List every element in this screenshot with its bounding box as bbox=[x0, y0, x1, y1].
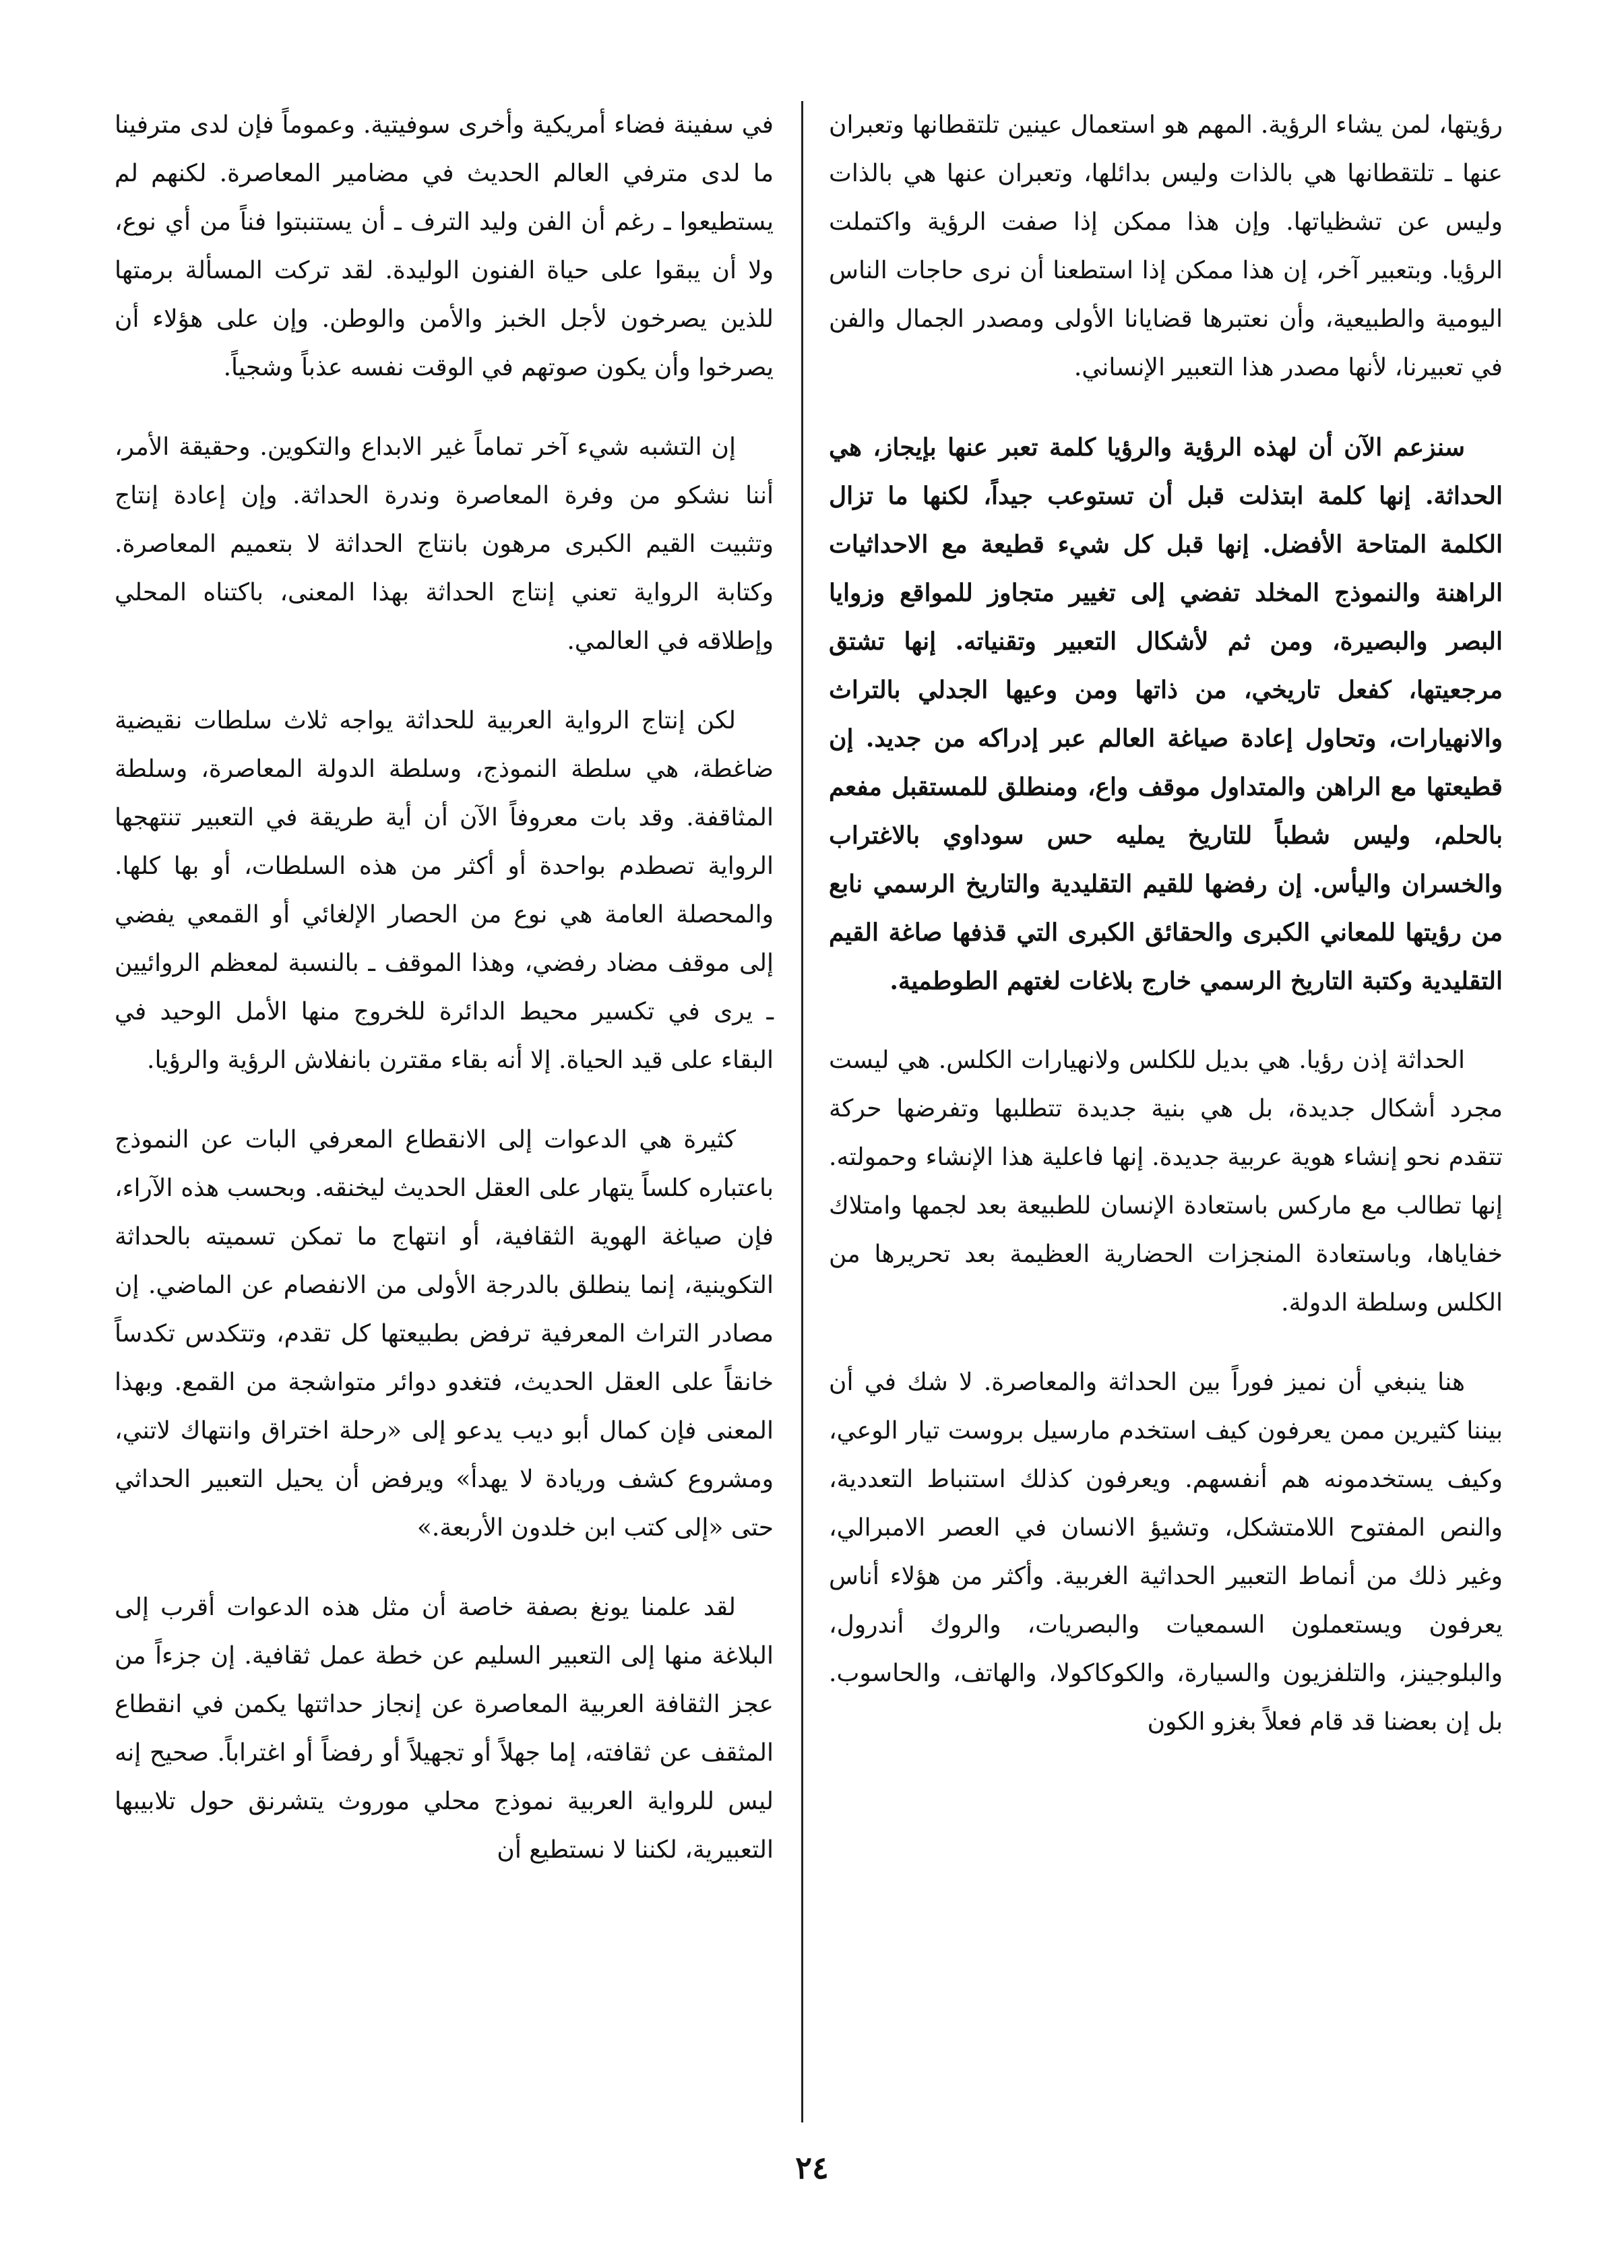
right-column bbox=[829, 101, 1503, 2116]
left-paragraph-2: إن التشبه شيء آخر تماماً غير الابداع والتكوين. وحقيقة الأمر، أننا نشكو من وفرة المعاصرة وندرة الحداثة. وإن إعادة إنتاج وتثبيت القيم الكبرى مرهون بانتاج الحداثة لا بتعميم المعاصرة. وكتابة الرواية تعني إنتاج الحداثة بهذا المعنى، باكتناه المحلي وإطلاقه في العالمي. bbox=[115, 433, 774, 655]
left-paragraph-3: لكن إنتاج الرواية العربية للحداثة يواجه ثلاث سلطات نقيضية ضاغطة، هي سلطة النموذج، وسلطة الدولة المعاصرة، وسلطة المثاقفة. وقد بات معروفاً الآن أن أية طريقة في التعبير تنتهجها الرواية تصطدم بواحدة أو أكثر من هذه السلطات، أو بها كلها. والمحصلة العامة هي نوع من الحصار الإلغائي أو القمعي يفضي إلى موقف مضاد رفضي، وهذا الموقف ـ بالنسبة لمعظم الروائيين ـ يرى في تكسير محيط الدائرة للخروج منها الأمل الوحيد في البقاء على قيد الحياة. إلا أنه بقاء مقترن بانفلاش الرؤية والرؤيا. bbox=[115, 707, 774, 1074]
right-paragraph-4: هنا ينبغي أن نميز فوراً بين الحداثة والمعاصرة. لا شك في أن بيننا كثيرين ممن يعرفون كيف استخدم مارسيل بروست تيار الوعي، وكيف يستخدمونه هم أنفسهم. ويعرفون كذلك استنباط التعددية، والنص المفتوح اللامتشكل، وتشيؤ الانسان في العصر الامبرالي، وغير ذلك من أنماط التعبير الحداثية الغربية. وأكثر من هؤلاء أناس يعرفون ويستعملون السمعيات والبصريات، والروك أندرول، والبلوجينز، والتلفزيون والسيارة، والكوكاكولا، والهاتف، والحاسوب. بل إن بعضنا قد قام فعلاً بغزو الكون bbox=[829, 1368, 1503, 1736]
left-column bbox=[115, 101, 774, 2116]
right-paragraph-3: الحداثة إذن رؤيا. هي بديل للكلس ولانهيارات الكلس. هي ليست مجرد أشكال جديدة، بل هي بنية جديدة تتطلبها وتفرضها حركة تتقدم نحو إنشاء هوية عربية جديدة. إنها فاعلية هذا الإنشاء وحمولته. إنها تطالب مع ماركس باستعادة الإنسان للطبيعة بعد لجمها وامتلاك خفاياها، وباستعادة المنجزات الحضارية العظيمة بعد تحريرها من الكلس وسلطة الدولة. bbox=[829, 1046, 1503, 1317]
right-paragraph-1: رؤيتها، لمن يشاء الرؤية. المهم هو استعمال عينين تلتقطانها وتعبران عنها ـ تلتقطانها هي بالذات وليس بدائلها، وتعبران عنها هي بالذات وليس عن تشظياتها. وإن هذا ممكن إذا صفت الرؤية واكتملت الرؤيا. وبتعبير آخر، إن هذا ممكن إذا استطعنا أن نرى حاجات الناس اليومية والطبيعية، وأن نعتبرها قضايانا الأولى ومصدر الجمال والفن في تعبيرنا، لأنها مصدر هذا التعبير الإنساني. bbox=[829, 111, 1503, 381]
left-paragraph-1: في سفينة فضاء أمريكية وأخرى سوفيتية. وعموماً فإن لدى مترفينا ما لدى مترفي العالم الحديث في مضامير المعاصرة. لكنهم لم يستطيعوا ـ رغم أن الفن وليد الترف ـ أن يستنبتوا فناً من أي نوع، ولا أن يبقوا على حياة الفنون الوليدة. لقد تركت المسألة برمتها للذين يصرخون لأجل الخبز والأمن والوطن. وإن على هؤلاء أن يصرخوا وأن يكون صوتهم في الوقت نفسه عذباً وشجياً. bbox=[115, 111, 774, 381]
right-paragraph-2: سنزعم الآن أن لهذه الرؤية والرؤيا كلمة تعبر عنها بإيجاز، هي الحداثة. إنها كلمة ابتذلت قبل أن تستوعب جيداً، لكنها ما تزال الكلمة المتاحة الأفضل. إنها قبل كل شيء قطيعة مع الاحداثيات الراهنة والنموذج المخلد تفضي إلى تغيير متجاوز للمواقع وزوايا البصر والبصيرة، ومن ثم لأشكال التعبير وتقنياته. إنها تشتق مرجعيتها، كفعل تاريخي، من ذاتها ومن وعيها الجدلي بالتراث والانهيارات، وتحاول إعادة صياغة العالم عبر إدراكه من جديد. إن قطيعتها مع الراهن والمتداول موقف واع، ومنطلق للمستقبل مفعم بالحلم، وليس شطباً للتاريخ يمليه حس سوداوي بالاغتراب والخسران واليأس. إن رفضها للقيم التقليدية والتاريخ الرسمي نابع من رؤيتها للمعاني الكبرى والحقائق الكبرى التي قذفها صاغة القيم التقليدية وكتبة التاريخ الرسمي خارج بلاغات لغتهم الطوطمية. bbox=[829, 433, 1503, 995]
column-divider bbox=[801, 101, 803, 2122]
page-number: ٢٤ bbox=[795, 2149, 829, 2186]
left-paragraph-4: كثيرة هي الدعوات إلى الانقطاع المعرفي البات عن النموذج باعتباره كلساً يتهار على العقل الحديث ليخنقه. وبحسب هذه الآراء، فإن صياغة الهوية الثقافية، أو انتهاج ما تمكن تسميته بالحداثة التكوينية، إنما ينطلق بالدرجة الأولى من الانفصام عن الماضي. إن مصادر التراث المعرفية ترفض بطبيعتها كل تقدم، وتتكدس تكدساً خانقاً على العقل الحديث، فتغدو دوائر متواشجة من القمع. وبهذا المعنى فإن كمال أبو ديب يدعو إلى «رحلة اختراق وانتهاك لاتني، ومشروع كشف وريادة لا يهدأ» ويرفض أن يحيل التعبير الحداثي حتى «إلى كتب ابن خلدون الأربعة.» bbox=[115, 1126, 774, 1542]
left-paragraph-5: لقد علمنا يونغ بصفة خاصة أن مثل هذه الدعوات أقرب إلى البلاغة منها إلى التعبير السليم عن خطة عمل ثقافية. إن جزءاً من عجز الثقافة العربية المعاصرة عن إنجاز حداثتها يكمن في انقطاع المثقف عن ثقافته، إما جهلاً أو تجهيلاً أو رفضاً أو اغتراباً. صحيح إنه ليس للرواية العربية نموذج محلي موروث يتشرنق حول تلابيبها التعبيرية، لكننا لا نستطيع أن bbox=[115, 1594, 774, 1864]
